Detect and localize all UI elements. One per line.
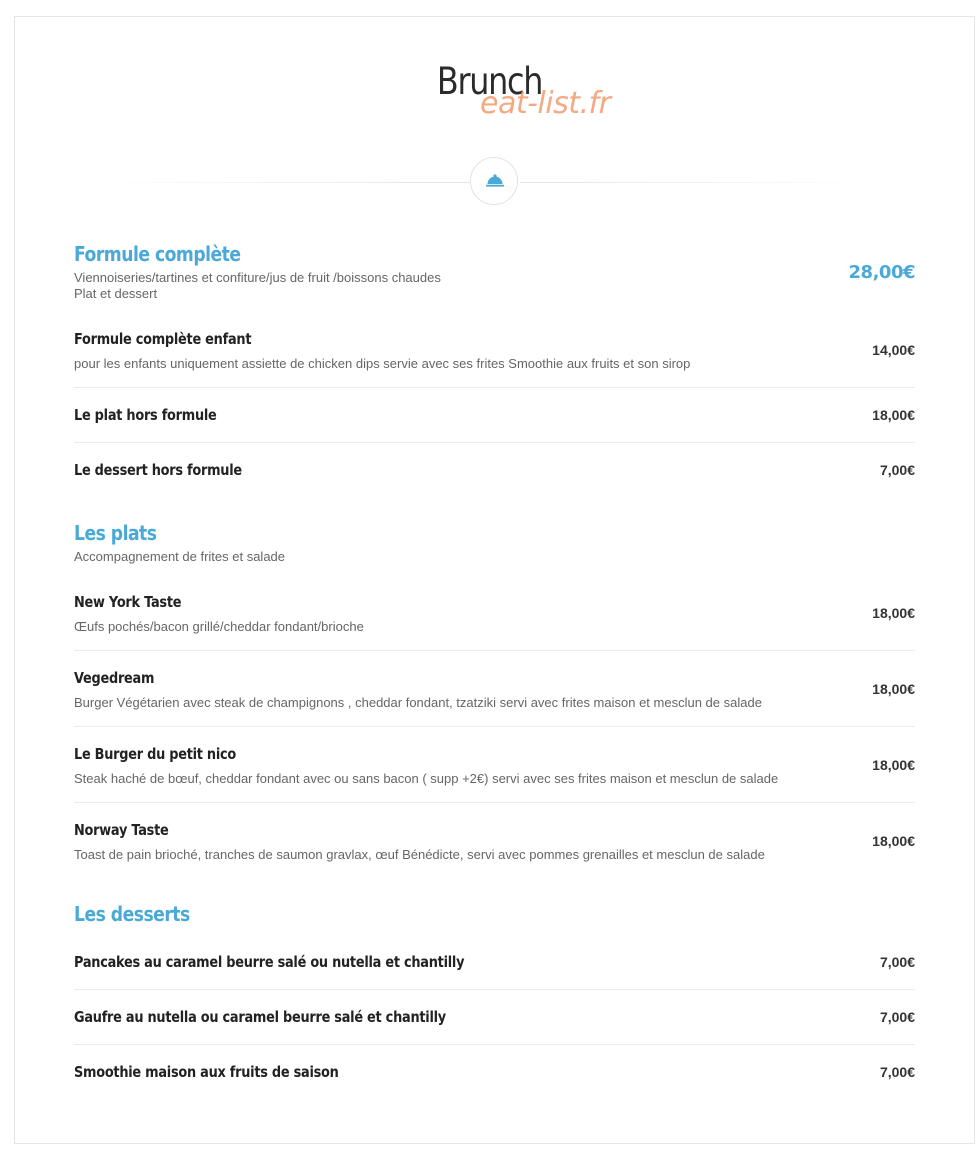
item-separator: [74, 650, 915, 651]
menu-item-desc: pour les enfants uniquement assiette de chicken dips servie avec ses frites Smoothie aux fruits et son sirop: [74, 356, 691, 371]
menu-item-price: 18,00€: [872, 681, 915, 697]
formule-desc-line1: Viennoiseries/tartines et confiture/jus de fruit /boissons chaudes: [74, 270, 441, 285]
plats-subtitle: Accompagnement de frites et salade: [74, 549, 286, 564]
item-separator: [74, 442, 915, 443]
menu-item-name: Le dessert hors formule: [74, 461, 242, 479]
item-separator: [74, 726, 915, 727]
divider-line-right: [520, 182, 870, 183]
cloche-icon: [485, 174, 505, 188]
menu-item-desc: Œufs pochés/bacon grillé/cheddar fondant/brioche: [74, 619, 364, 634]
item-separator: [74, 802, 915, 803]
menu-title: Brunch: [436, 60, 543, 103]
menu-item-price: 7,00€: [879, 462, 915, 478]
watermark: eat-list.fr: [480, 86, 611, 121]
menu-item-price: 14,00€: [872, 342, 915, 358]
menu-item-desc: Toast de pain brioché, tranches de saumon gravlax, œuf Bénédicte, servi avec pommes grenailles et mesclun de salade: [74, 847, 765, 862]
menu-item-name: Formule complète enfant: [74, 330, 252, 348]
item-separator: [74, 1044, 915, 1045]
menu-item-name: Smoothie maison aux fruits de saison: [74, 1063, 339, 1081]
menu-item-desc: Burger Végétarien avec steak de champignons , cheddar fondant, tzatziki servi avec frites maison et mesclun de salade: [74, 695, 762, 710]
divider-line-left: [96, 182, 470, 183]
menu-item-price: 18,00€: [872, 605, 915, 621]
formule-desc-line2: Plat et dessert: [74, 286, 158, 301]
formule-price: 28,00€: [848, 262, 915, 283]
item-separator: [74, 387, 915, 388]
menu-item-price: 7,00€: [879, 1009, 915, 1025]
menu-item-name: Vegedream: [74, 669, 155, 687]
menu-item-price: 7,00€: [879, 954, 915, 970]
plats-title: Les plats: [74, 521, 157, 545]
menu-item-name: Pancakes au caramel beurre salé ou nutella et chantilly: [74, 953, 465, 971]
menu-item-name: New York Taste: [74, 593, 182, 611]
divider-badge: [470, 157, 518, 205]
menu-item-name: Gaufre au nutella ou caramel beurre salé et chantilly: [74, 1008, 446, 1026]
menu-item-price: 18,00€: [872, 833, 915, 849]
menu-item-desc: Steak haché de bœuf, cheddar fondant avec ou sans bacon ( supp +2€) servi avec ses frites maison et mesclun de salade: [74, 771, 779, 786]
menu-item-price: 18,00€: [872, 407, 915, 423]
formule-title: Formule complète: [74, 242, 241, 266]
menu-item-price: 7,00€: [879, 1064, 915, 1080]
menu-item-name: Norway Taste: [74, 821, 169, 839]
menu-item-name: Le plat hors formule: [74, 406, 217, 424]
desserts-title: Les desserts: [74, 902, 190, 926]
menu-item-name: Le Burger du petit nico: [74, 745, 237, 763]
menu-item-price: 18,00€: [872, 757, 915, 773]
item-separator: [74, 989, 915, 990]
